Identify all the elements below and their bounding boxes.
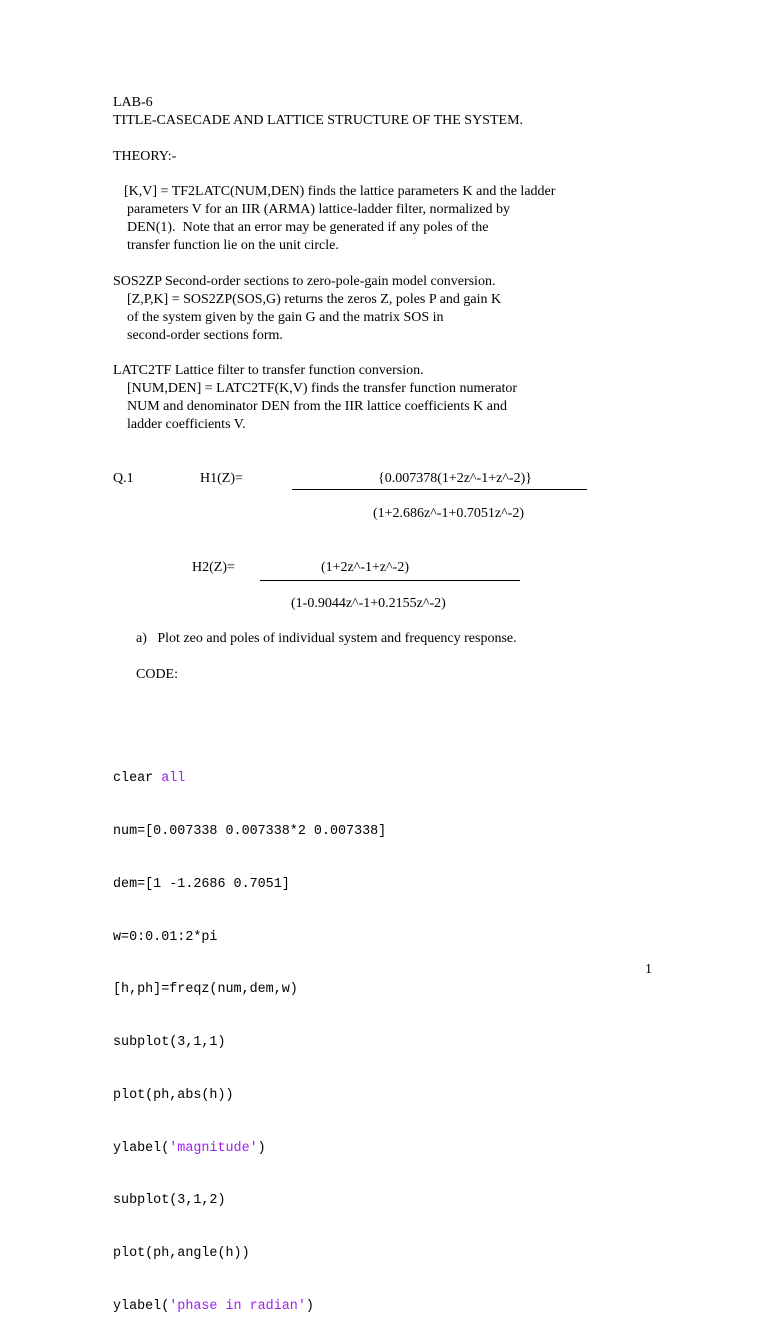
code-line: [h,ph]=freqz(num,dem,w) [113,982,298,998]
code-string: 'magnitude' [169,1140,258,1156]
code-line: subplot(3,1,2) [113,1193,226,1209]
question-label: Q.1 [113,471,134,486]
page-number: 1 [645,962,652,977]
latc2tf-line-4: ladder coefficients V. [127,417,246,432]
code-line: plot(ph,abs(h)) [113,1087,234,1103]
code-line: ylabel('phase in radian') [113,1299,314,1314]
tf2latc-line-1: [K,V] = TF2LATC(NUM,DEN) finds the lattice parameters K and the ladder [124,184,556,199]
code-line: w=0:0.01:2*pi [113,929,218,945]
h1-fraction-bar [292,489,587,490]
code-line: plot(ph,angle(h)) [113,1246,250,1262]
h2-label: H2(Z)= [192,560,235,575]
h2-fraction-bar [260,580,520,581]
code-line: dem=[1 -1.2686 0.7051] [113,876,290,892]
part-a: a) Plot zeo and poles of individual system and frequency response. [136,631,517,646]
lab-title: TITLE-CASECADE AND LATTICE STRUCTURE OF THE SYSTEM. [113,113,524,128]
sos2zp-line-3: of the system given by the gain G and the matrix SOS in [127,310,444,325]
h1-denominator: (1+2.686z^-1+0.7051z^-2) [373,506,525,521]
tf2latc-line-4: transfer function lie on the unit circle. [127,238,339,253]
lab-number: LAB-6 [113,95,153,110]
h1-numerator: {0.007378(1+2z^-1+z^-2)} [378,471,532,486]
h2-denominator: (1-0.9044z^-1+0.2155z^-2) [291,596,446,611]
sos2zp-line-2: [Z,P,K] = SOS2ZP(SOS,G) returns the zeros Z, poles P and gain K [127,292,502,307]
code-line: subplot(3,1,1) [113,1035,226,1051]
latc2tf-line-2: [NUM,DEN] = LATC2TF(K,V) finds the transfer function numerator [127,381,518,396]
code-block [113,735,386,1333]
code-string: 'phase in radian' [169,1299,306,1314]
tf2latc-line-2: parameters V for an IIR (ARMA) lattice-ladder filter, normalized by [127,202,511,217]
code-line: num=[0.007338 0.007338*2 0.007338] [113,823,387,839]
sos2zp-line-1: SOS2ZP Second-order sections to zero-pole-gain model conversion. [113,274,496,289]
h2-numerator: (1+2z^-1+z^-2) [321,560,410,575]
h1-label: H1(Z)= [200,471,243,486]
latc2tf-line-1: LATC2TF Lattice filter to transfer function conversion. [113,363,424,378]
tf2latc-line-3: DEN(1). Note that an error may be generated if any poles of the [127,220,489,235]
latc2tf-line-3: NUM and denominator DEN from the IIR lattice coefficients K and [127,399,507,414]
code-keyword: all [161,771,186,787]
code-line: ylabel('magnitude') [113,1140,266,1156]
sos2zp-line-4: second-order sections form. [127,328,283,343]
theory-heading: THEORY:- [113,149,177,164]
code-label: CODE: [136,667,178,682]
code-line: clear all [113,771,186,787]
